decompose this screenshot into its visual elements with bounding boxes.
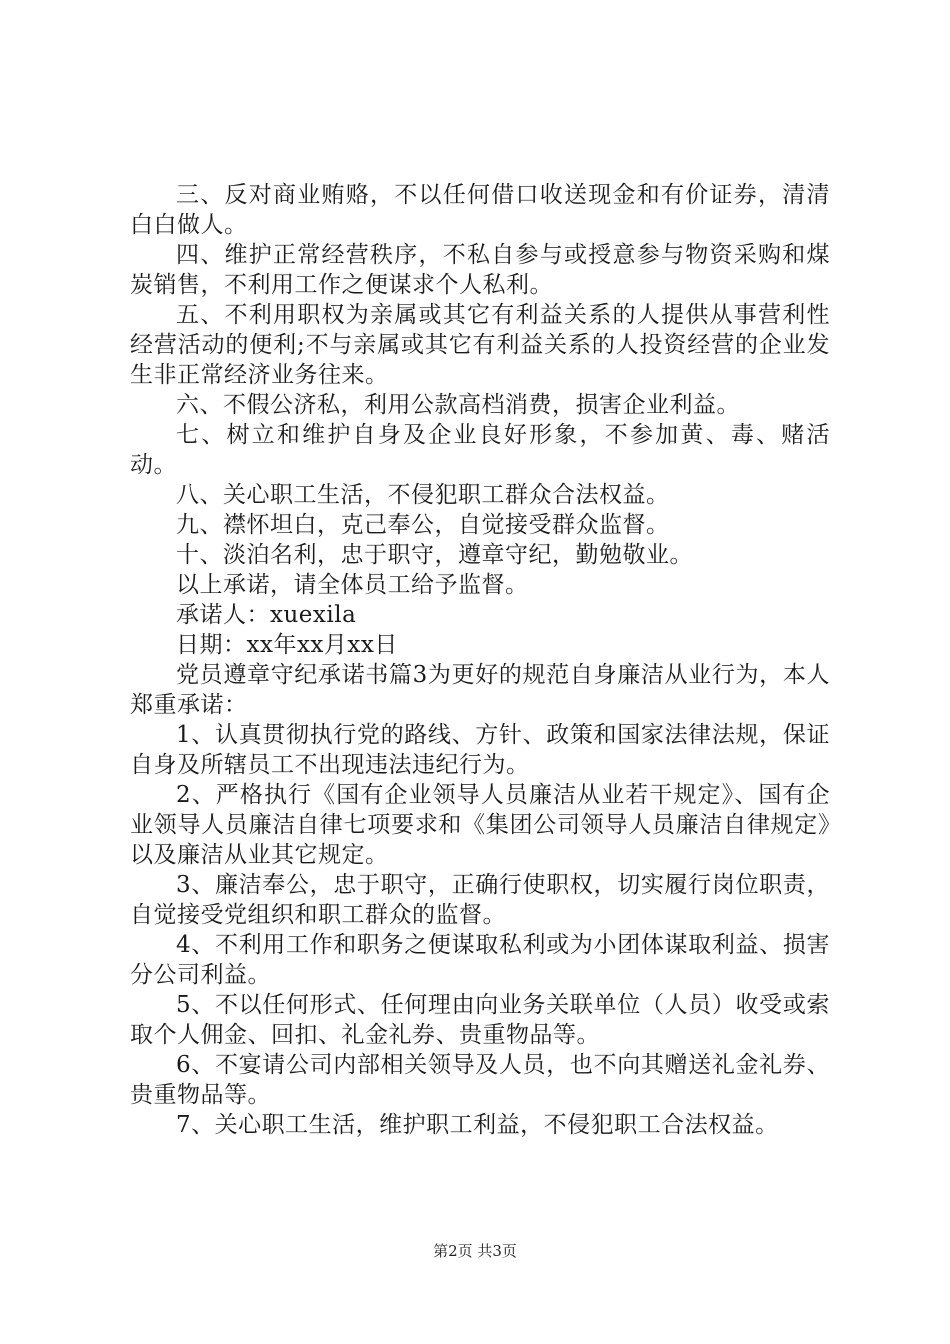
paragraph-commitment-9: 九、襟怀坦白，克己奉公，自觉接受群众监督。	[176, 512, 670, 538]
paragraph-section-3-intro: 党员遵章守纪承诺书篇3为更好的规范自身廉洁从业行为，本人郑重承诺：	[130, 662, 830, 718]
paragraph-item-2: 2、严格执行《国有企业领导人员廉洁从业若干规定》、国有企业领导人员廉洁自律七项要求和《集团公司领导人员廉洁自律规定》以及廉洁从业其它规定。	[130, 782, 830, 868]
paragraph-commitment-6: 六、不假公济私，利用公款高档消费，损害企业利益。	[176, 392, 740, 418]
paragraph-commitment-5: 五、不利用职权为亲属或其它有利益关系的人提供从事营利性经营活动的便利;不与亲属或其它有利益关系的人投资经营的企业发生非正常经济业务往来。	[130, 302, 830, 388]
paragraph-signatory: 承诺人：xuexila	[176, 602, 357, 628]
paragraph-item-5: 5、不以任何形式、任何理由向业务关联单位（人员）收受或索取个人佣金、回扣、礼金礼券、贵重物品等。	[130, 992, 830, 1048]
paragraph-item-1: 1、认真贯彻执行党的路线、方针、政策和国家法律法规，保证自身及所辖员工不出现违法违纪行为。	[130, 722, 830, 778]
paragraph-commitment-4: 四、维护正常经营秩序，不私自参与或授意参与物资采购和煤炭销售，不利用工作之便谋求个人私利。	[130, 242, 830, 298]
paragraph-item-4: 4、不利用工作和职务之便谋取私利或为小团体谋取利益、损害分公司利益。	[130, 932, 830, 988]
paragraph-item-7: 7、关心职工生活，维护职工利益，不侵犯职工合法权益。	[176, 1112, 779, 1138]
paragraph-supervision-request: 以上承诺，请全体员工给予监督。	[176, 572, 529, 598]
paragraph-commitment-7: 七、树立和维护自身及企业良好形象，不参加黄、毒、赌活动。	[130, 422, 830, 478]
paragraph-item-3: 3、廉洁奉公，忠于职守，正确行使职权，切实履行岗位职责，自觉接受党组织和职工群众的监督。	[130, 872, 830, 928]
paragraph-commitment-8: 八、关心职工生活，不侵犯职工群众合法权益。	[176, 482, 670, 508]
paragraph-commitment-3: 三、反对商业贿赂，不以任何借口收送现金和有价证券，清清白白做人。	[130, 182, 830, 238]
paragraph-item-6: 6、不宴请公司内部相关领导及人员，也不向其赠送礼金礼券、贵重物品等。	[130, 1052, 830, 1108]
paragraph-date: 日期：xx年xx月xx日	[176, 632, 398, 658]
paragraph-commitment-10: 十、淡泊名利，忠于职守，遵章守纪，勤勉敬业。	[176, 542, 693, 568]
document-body	[130, 180, 830, 1140]
page-number-footer: 第2页 共3页	[433, 1242, 517, 1260]
